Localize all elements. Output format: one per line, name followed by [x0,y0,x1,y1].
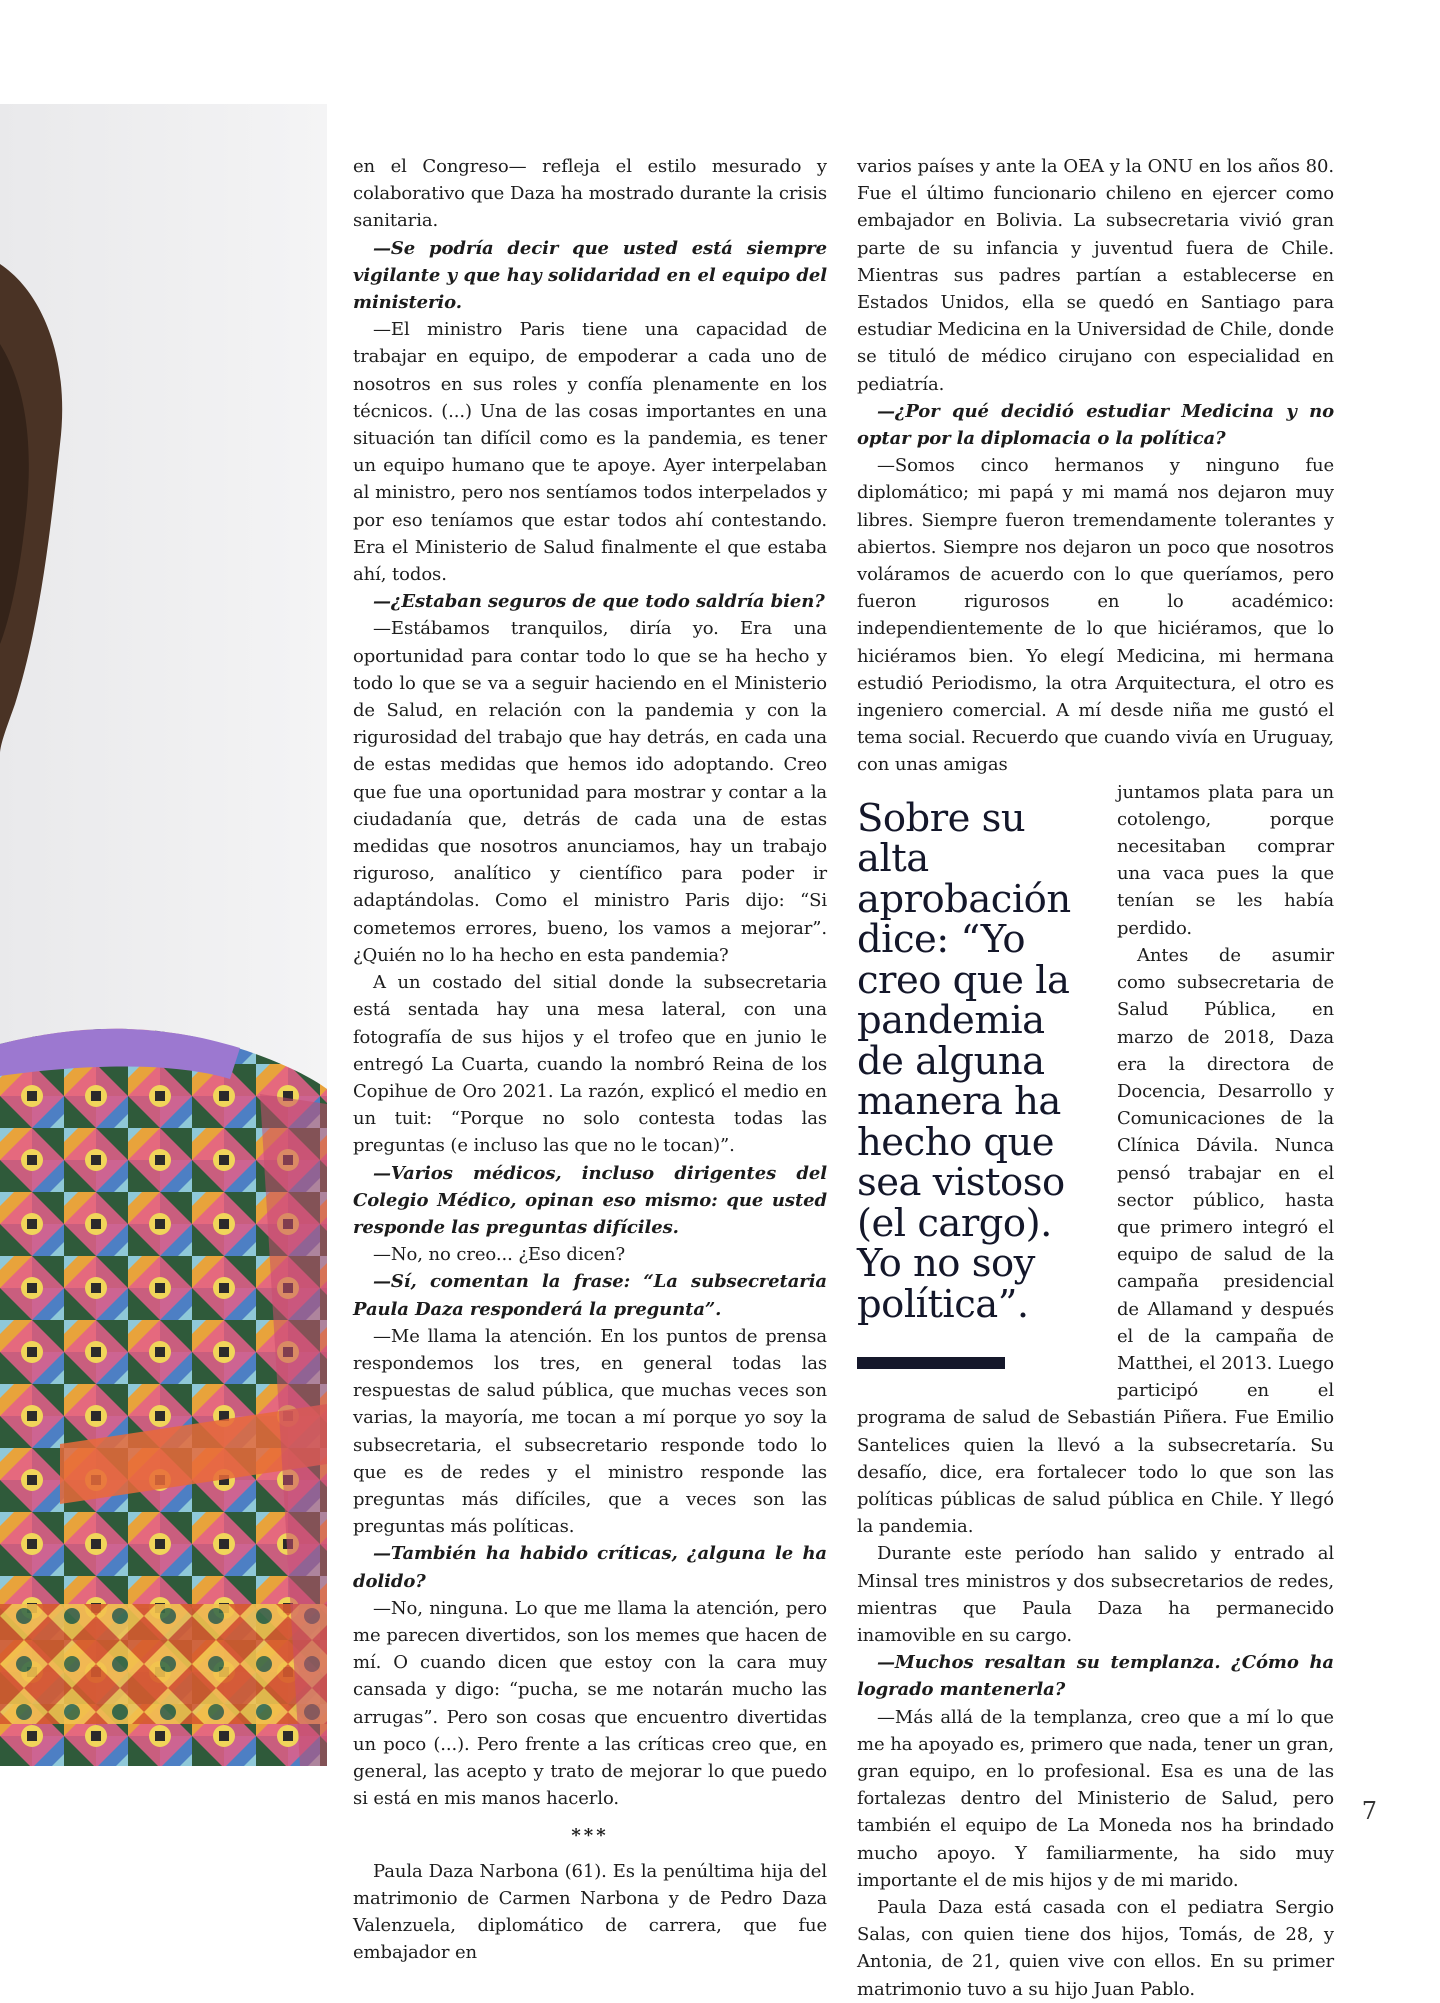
interview-question: —Muchos resaltan su templanza. ¿Cómo ha logrado mantenerla? [857,1652,1334,1701]
body-paragraph: —Me llama la atención. En los puntos de prensa respondemos los tres, en general todas las respuestas de salud pública, que muchas veces son varias, la mayoría, me tocan a mí porque yo soy la subsecretaria, el subsecretario responde todo lo que es de redes y el ministro responde las preguntas más difíciles, que a veces son las preguntas más políticas. [353,1325,827,1538]
pull-quote: Sobre su alta aprobación dice: “Yo creo que la pandemia de alguna manera ha hecho que sea vistoso (el cargo). Yo no soy política”. [857,795,1071,1327]
body-paragraph: A un costado del sitial donde la subsecretaria está sentada hay una mesa lateral, con una fotografía de sus hijos y el trofeo que en junio le entregó La Cuarta, cuando la nombró Reina de los Copihue de Oro 2021. La razón, explicó el medio en un tuit: “Porque no solo contesta todas las preguntas (e incluso las que no le tocan)”. [353,972,827,1157]
body-paragraph: —Estábamos tranquilos, diría yo. Era una oportunidad para contar todo lo que se ha hecho y todo lo que se va a seguir haciendo en el Ministerio de Salud, en relación con la pandemia y con la rigurosidad del trabajo que hay detrás, en cada una de estas medidas que hemos ido adoptando. Creo que fue una oportunidad para mostrar y contar a la ciudadanía que, detrás de cada una de estas medidas que nosotros anunciamos, hay un trabajo riguroso, analítico y científico para poder ir adaptándolas. Como el ministro Paris dijo: “Si cometemos errores, bueno, los vamos a mejorar”. ¿Quién no lo ha hecho en esta pandemia? [353,618,827,966]
body-paragraph: —Más allá de la templanza, creo que a mí lo que me ha apoyado es, primero que nada, tener un gran, gran equipo, en lo profesional. Esa es una de las fortalezas dentro del Ministerio de Salud, pero también el equipo de La Moneda nos ha brindado mucho apoyo. Y familiarmente, ha sido muy importante el de mis hijos y de mi marido. [857,1706,1334,1891]
section-separator: *** [571,1825,609,1847]
interview-question: —¿Por qué decidió estudiar Medicina y no optar por la diplomacia o la política? [857,400,1334,450]
body-paragraph: Antes de asumir como subsecretaria de Salud Pública, en marzo de 2018, Daza era la directora de Docencia, Desarrollo y Comunicaciones de la Clínica Dávila. Nunca pensó trabajar en el sector público, hasta que primero integró el equipo de salud de la campaña presidencial de Allamand y después el de la campaña de Matthei, el 2013. Luego participó en el programa de salud de Sebastián Piñera. Fue Emilio Santelices quien la llevó a la subsecretaría. Su desafío, dice, era fortalecer todo lo que son las políticas públicas de salud pública en Chile. Y llegó la pandemia. [857,944,1334,1538]
article-column-right [857,153,1334,2003]
interview-question: —¿Estaban seguros de que todo saldría bien? [373,591,825,613]
body-paragraph: Durante este período han salido y entrado al Minsal tres ministros y dos subsecretarios de redes, mientras que Paula Daza ha permanecido inamovible en su cargo. [857,1543,1334,1646]
interview-question: —También ha habido críticas, ¿alguna le ha dolido? [353,1543,827,1592]
article-column-left [353,153,827,1966]
pull-quote-rule [857,1357,1005,1369]
body-paragraph: —No, ninguna. Lo que me llama la atención, pero me parecen divertidos, son los memes que hacen de mí. O cuando dicen que estoy con la cara muy cansada y digo: “pucha, se me notarán mucho las arrugas”. Pero son cosas que encuentro divertidas un poco (...). Pero frente a las críticas creo que, en general, las acepto y trato de mejorar lo que puedo si está en mis manos hacerlo. [353,1597,827,1810]
body-paragraph: Paula Daza está casada con el pediatra Sergio Salas, con quien tiene dos hijos, Tomás, de 28, y Antonia, de 21, quien vive con ellos. En su primer matrimonio tuvo a su hijo Juan Pablo. [857,1897,1334,2000]
interview-question: —Varios médicos, incluso dirigentes del Colegio Médico, opinan eso mismo: que usted responde las preguntas difíciles. [353,1162,827,1238]
body-paragraph: —Somos cinco hermanos y ninguno fue diplomático; mi papá y mi mamá nos dejaron muy libres. Siempre fueron tremendamente tolerantes y abiertos. Siempre nos dejaron un poco que nosotros voláramos de acuerdo con lo que queríamos, pero fueron rigurosos en lo académico: independientemente de lo que hiciéramos, que lo hiciéramos bien. Yo elegí Medicina, mi hermana estudió Periodismo, la otra Arquitectura, el otro es ingeniero comercial. A mí desde niña me gustó el tema social. Recuerdo que cuando vivía en Uruguay, con unas amigas [857,455,1334,776]
body-paragraph: juntamos plata para un cotolengo, porque necesitaban comprar una vaca pues la que tenían se les había perdido. [1117,781,1334,939]
body-paragraph: varios países y ante la OEA y la ONU en los años 80. Fue el último funcionario chileno en ejercer como embajador en Bolivia. La subsecretaria vivió gran parte de su infancia y juventud fuera de Chile. Mientras sus padres partían a establecerse en Estados Unidos, ella se quedó en Santiago para estudiar Medicina en la Universidad de Chile, donde se tituló de médico cirujano con especialidad en pediatría. [857,156,1334,395]
portrait-photo [0,104,327,1766]
column-right-top [857,153,1334,779]
body-paragraph: en el Congreso— refleja el estilo mesurado y colaborativo que Daza ha mostrado durante la crisis sanitaria. [353,156,827,232]
interview-question: —Se podría decir que usted está siempre vigilante y que hay solidaridad en el equipo del ministerio. [353,237,827,314]
body-paragraph: Paula Daza Narbona (61). Es la penúltima hija del matrimonio de Carmen Narbona y de Pedro Daza Valenzuela, diplomático de carrera, que fue embajador en [353,1860,827,1964]
pull-quote-block [857,795,1095,1380]
body-paragraph: —El ministro Paris tiene una capacidad de trabajar en equipo, de empoderar a cada uno de nosotros en sus roles y confía plenamente en los técnicos. (...) Una de las cosas importantes en una situación tan difícil como es la pandemia, es tener un equipo humano que te apoye. Ayer interpelaban al ministro, pero nos sentíamos todos interpelados y por eso teníamos que estar todos ahí contestando. Era el Ministerio de Salud finalmente el que estaba ahí, todos. [353,319,827,586]
body-paragraph: —No, no creo... ¿Eso dicen? [373,1244,626,1266]
page-number: 7 [1361,1797,1377,1825]
interview-question: —Sí, comentan la frase: “La subsecretaria Paula Daza responderá la pregunta”. [353,1271,827,1320]
